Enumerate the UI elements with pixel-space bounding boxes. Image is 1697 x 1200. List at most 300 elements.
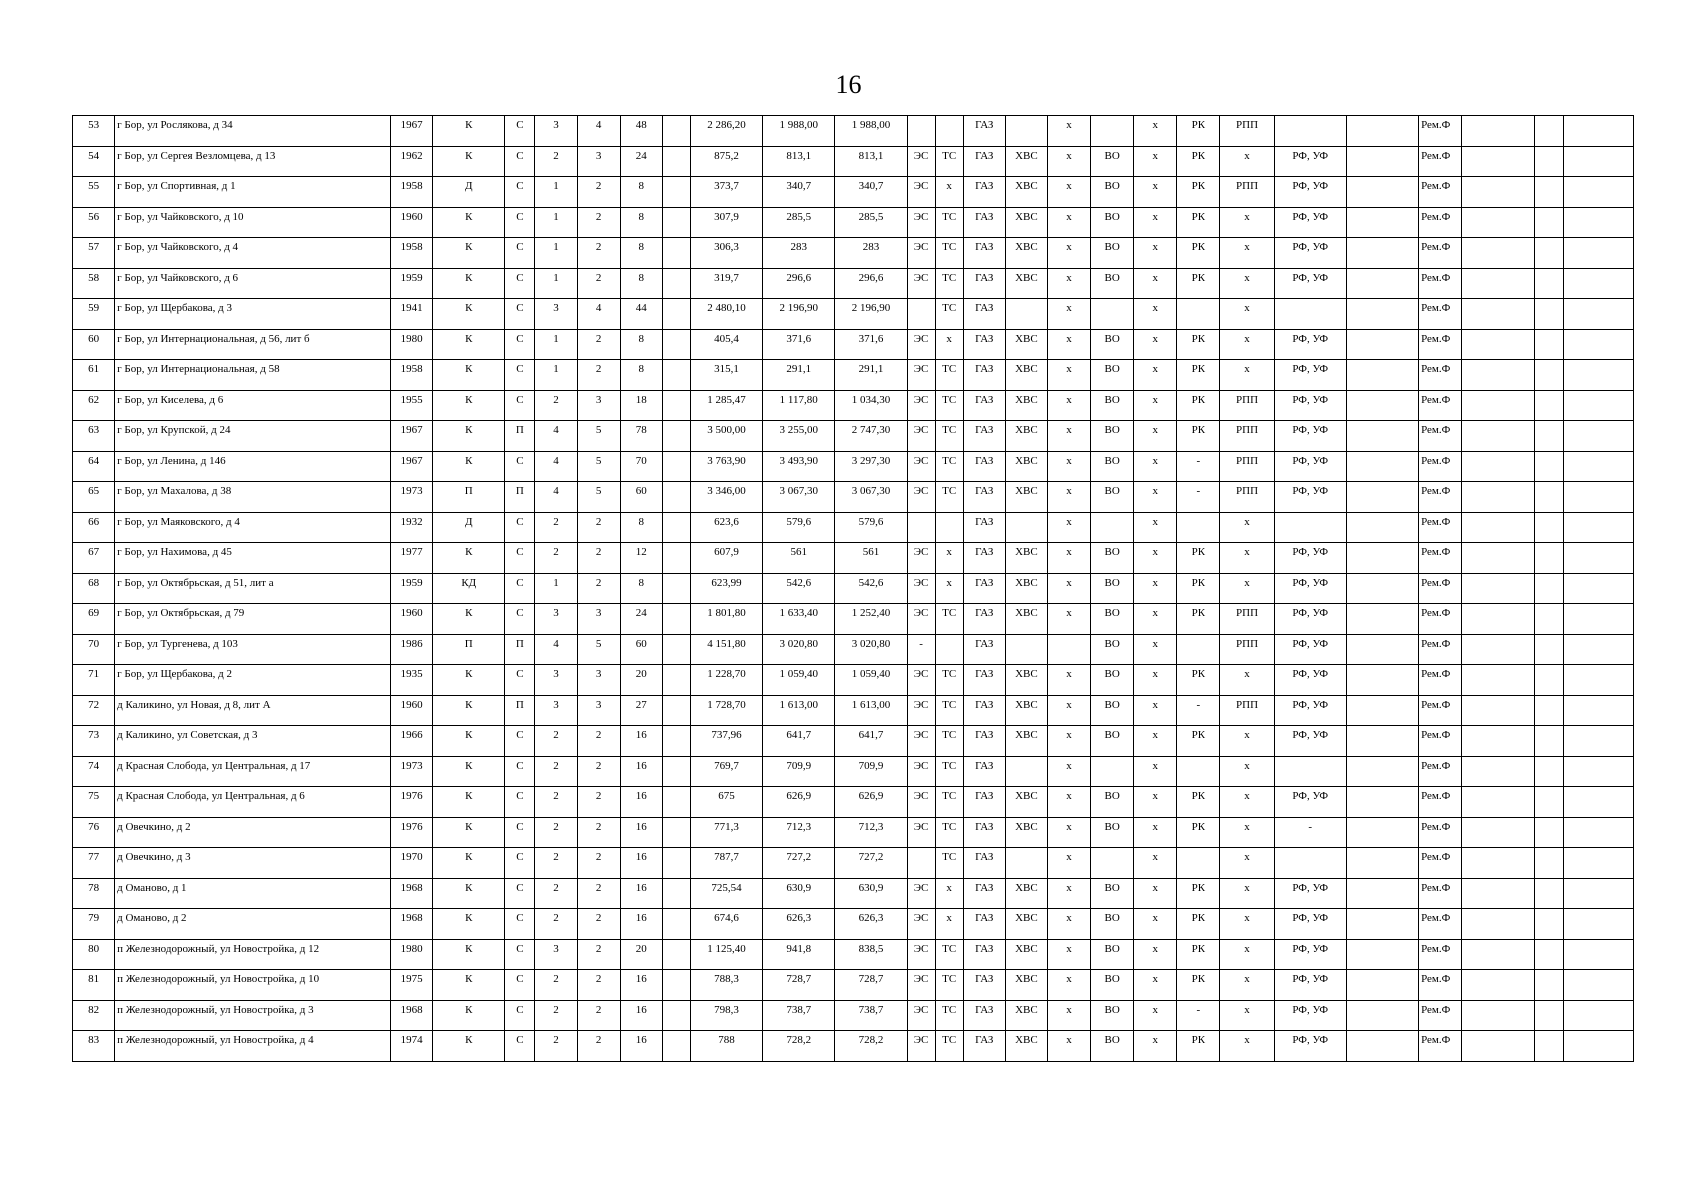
table-cell: х	[1220, 1031, 1274, 1062]
table-cell	[1535, 634, 1563, 665]
table-cell: ВО	[1091, 817, 1134, 848]
table-cell: ГАЗ	[963, 1031, 1005, 1062]
table-cell: К	[433, 146, 505, 177]
table-cell	[1346, 970, 1418, 1001]
address-cell: г Бор, ул Октябрьская, д 79	[115, 604, 391, 635]
table-cell	[1346, 1031, 1418, 1062]
table-cell: РФ, УФ	[1274, 970, 1346, 1001]
table-cell: К	[433, 756, 505, 787]
table-cell: 5	[577, 451, 620, 482]
table-cell: 787,7	[690, 848, 762, 879]
table-cell: 2	[535, 543, 577, 574]
table-cell	[1535, 329, 1563, 360]
table-cell	[1177, 512, 1220, 543]
table-cell	[1346, 665, 1418, 696]
table-cell: 1962	[391, 146, 433, 177]
table-cell	[1462, 299, 1535, 330]
table-cell: х	[1134, 787, 1177, 818]
table-cell: ГАЗ	[963, 299, 1005, 330]
table-cell: ВО	[1091, 970, 1134, 1001]
table-cell: С	[505, 1000, 535, 1031]
table-cell	[662, 573, 690, 604]
table-row	[73, 512, 1634, 543]
table-cell: 12	[620, 543, 662, 574]
table-cell: ТС	[935, 299, 963, 330]
table-cell: РПП	[1220, 390, 1274, 421]
table-cell: х	[1220, 573, 1274, 604]
table-row	[73, 177, 1634, 208]
table-cell: 16	[620, 909, 662, 940]
table-cell	[1462, 1031, 1535, 1062]
table-cell: РПП	[1220, 451, 1274, 482]
table-cell: 1 988,00	[763, 116, 835, 147]
table-cell: 788,3	[690, 970, 762, 1001]
table-cell: 2 747,30	[835, 421, 907, 452]
table-cell: 1986	[391, 634, 433, 665]
table-cell: х	[1134, 878, 1177, 909]
table-cell: 1 613,00	[763, 695, 835, 726]
table-cell: 2	[577, 817, 620, 848]
table-cell: ХВС	[1005, 207, 1047, 238]
table-cell: Д	[433, 177, 505, 208]
table-cell: ВО	[1091, 177, 1134, 208]
table-cell: К	[433, 726, 505, 757]
table-cell: 8	[620, 238, 662, 269]
table-cell	[1346, 573, 1418, 604]
table-cell: 2	[577, 970, 620, 1001]
table-cell: 712,3	[835, 817, 907, 848]
table-cell: х	[1134, 817, 1177, 848]
table-cell: К	[433, 909, 505, 940]
table-cell: ТС	[935, 665, 963, 696]
table-cell: РК	[1177, 939, 1220, 970]
table-cell: РК	[1177, 329, 1220, 360]
table-row	[73, 726, 1634, 757]
table-cell	[1346, 634, 1418, 665]
table-cell	[1462, 787, 1535, 818]
address-cell: г Бор, ул Чайковского, д 6	[115, 268, 391, 299]
table-cell: ЭС	[907, 1031, 935, 1062]
table-cell: Рем.Ф	[1419, 207, 1462, 238]
table-cell: ХВС	[1005, 817, 1047, 848]
table-cell: 2	[535, 787, 577, 818]
table-cell: 307,9	[690, 207, 762, 238]
table-cell: Рем.Ф	[1419, 939, 1462, 970]
table-cell	[1462, 756, 1535, 787]
table-cell: ЭС	[907, 787, 935, 818]
table-cell: 3 067,30	[763, 482, 835, 513]
table-cell: С	[505, 909, 535, 940]
table-cell: 709,9	[835, 756, 907, 787]
table-cell: ВО	[1091, 360, 1134, 391]
table-cell: 2	[535, 817, 577, 848]
table-cell: ТС	[935, 268, 963, 299]
table-cell: х	[1220, 238, 1274, 269]
table-cell: 4	[535, 482, 577, 513]
row-number-cell: 78	[73, 878, 115, 909]
table-cell: 630,9	[763, 878, 835, 909]
table-cell: ВО	[1091, 482, 1134, 513]
table-cell	[1563, 1000, 1634, 1031]
table-cell	[662, 177, 690, 208]
table-cell	[1005, 756, 1047, 787]
table-cell: С	[505, 329, 535, 360]
table-cell: х	[1134, 299, 1177, 330]
table-cell	[1535, 756, 1563, 787]
table-cell	[1535, 268, 1563, 299]
row-number-cell: 69	[73, 604, 115, 635]
table-cell: 1973	[391, 482, 433, 513]
table-cell: 623,6	[690, 512, 762, 543]
table-cell: Рем.Ф	[1419, 421, 1462, 452]
table-cell: РК	[1177, 543, 1220, 574]
table-cell: 371,6	[835, 329, 907, 360]
table-cell: 3	[577, 390, 620, 421]
table-cell: х	[1047, 299, 1090, 330]
table-cell: 2	[535, 512, 577, 543]
table-cell: 1 228,70	[690, 665, 762, 696]
table-body	[73, 116, 1634, 1062]
table-cell: ТС	[935, 848, 963, 879]
row-number-cell: 71	[73, 665, 115, 696]
table-cell: 3	[535, 299, 577, 330]
table-cell: 3	[577, 665, 620, 696]
table-cell	[1346, 543, 1418, 574]
table-cell	[1274, 512, 1346, 543]
table-cell: ХВС	[1005, 451, 1047, 482]
table-cell: 16	[620, 817, 662, 848]
table-cell: ЭС	[907, 909, 935, 940]
table-cell: Рем.Ф	[1419, 116, 1462, 147]
table-cell: 1 728,70	[690, 695, 762, 726]
table-cell: 8	[620, 207, 662, 238]
table-cell	[1462, 268, 1535, 299]
table-cell: 4	[577, 299, 620, 330]
table-cell: ТС	[935, 207, 963, 238]
table-cell	[662, 390, 690, 421]
table-cell: х	[1134, 268, 1177, 299]
table-cell: Рем.Ф	[1419, 543, 1462, 574]
table-cell: 2	[577, 939, 620, 970]
table-cell	[662, 421, 690, 452]
table-cell: ГАЗ	[963, 451, 1005, 482]
table-cell	[1091, 848, 1134, 879]
table-row	[73, 634, 1634, 665]
table-cell: х	[1220, 878, 1274, 909]
table-cell: 2	[577, 1031, 620, 1062]
table-cell: РК	[1177, 817, 1220, 848]
table-cell	[1462, 238, 1535, 269]
table-cell: х	[1047, 878, 1090, 909]
table-cell: К	[433, 665, 505, 696]
row-number-cell: 59	[73, 299, 115, 330]
table-cell: 1 059,40	[835, 665, 907, 696]
table-cell: 340,7	[763, 177, 835, 208]
address-cell: г Бор, ул Маяковского, д 4	[115, 512, 391, 543]
table-cell: РФ, УФ	[1274, 939, 1346, 970]
table-cell: ХВС	[1005, 543, 1047, 574]
table-cell: РФ, УФ	[1274, 268, 1346, 299]
table-cell	[1346, 726, 1418, 757]
table-cell: Рем.Ф	[1419, 848, 1462, 879]
table-cell: С	[505, 299, 535, 330]
page-number: 16	[835, 70, 862, 99]
table-cell	[1346, 238, 1418, 269]
table-cell	[1462, 482, 1535, 513]
table-row	[73, 970, 1634, 1001]
table-cell	[1563, 146, 1634, 177]
table-cell: ГАЗ	[963, 421, 1005, 452]
table-cell: РК	[1177, 360, 1220, 391]
table-cell: ТС	[935, 238, 963, 269]
table-cell: К	[433, 238, 505, 269]
table-cell: ГАЗ	[963, 207, 1005, 238]
table-cell: 838,5	[835, 939, 907, 970]
table-cell: х	[1220, 970, 1274, 1001]
table-cell: 725,54	[690, 878, 762, 909]
table-cell: ТС	[935, 146, 963, 177]
table-cell: 1 125,40	[690, 939, 762, 970]
table-cell: 291,1	[763, 360, 835, 391]
table-cell: 3 346,00	[690, 482, 762, 513]
table-cell: 16	[620, 726, 662, 757]
table-cell: 8	[620, 573, 662, 604]
table-cell: 1	[535, 268, 577, 299]
table-cell	[662, 1031, 690, 1062]
table-cell: ГАЗ	[963, 878, 1005, 909]
table-cell: 1967	[391, 116, 433, 147]
table-cell: ВО	[1091, 878, 1134, 909]
table-cell: х	[1134, 1031, 1177, 1062]
table-cell: ГАЗ	[963, 116, 1005, 147]
table-cell	[1535, 482, 1563, 513]
table-cell	[1346, 939, 1418, 970]
table-cell: 709,9	[763, 756, 835, 787]
table-cell: 4	[535, 421, 577, 452]
table-cell: х	[1047, 268, 1090, 299]
table-cell	[1462, 177, 1535, 208]
table-cell: х	[935, 177, 963, 208]
table-cell: 8	[620, 360, 662, 391]
address-cell: д Каликино, ул Советская, д 3	[115, 726, 391, 757]
table-cell: х	[1134, 573, 1177, 604]
table-cell: 78	[620, 421, 662, 452]
table-cell	[1535, 451, 1563, 482]
table-cell: ВО	[1091, 390, 1134, 421]
table-cell: Рем.Ф	[1419, 268, 1462, 299]
table-cell	[1535, 726, 1563, 757]
row-number-cell: 64	[73, 451, 115, 482]
table-cell: 3 020,80	[763, 634, 835, 665]
table-cell: РФ, УФ	[1274, 329, 1346, 360]
table-cell: х	[1047, 146, 1090, 177]
table-cell: 5	[577, 421, 620, 452]
table-cell: РК	[1177, 238, 1220, 269]
table-cell: Рем.Ф	[1419, 451, 1462, 482]
table-cell: Рем.Ф	[1419, 970, 1462, 1001]
table-cell: ЭС	[907, 970, 935, 1001]
address-cell: г Бор, ул Щербакова, д 2	[115, 665, 391, 696]
table-cell: 296,6	[835, 268, 907, 299]
table-cell: РФ, УФ	[1274, 573, 1346, 604]
table-cell: х	[1220, 299, 1274, 330]
table-cell	[907, 299, 935, 330]
table-cell: 1932	[391, 512, 433, 543]
table-cell	[662, 726, 690, 757]
table-cell: ТС	[935, 604, 963, 635]
table-cell	[1462, 665, 1535, 696]
row-number-cell: 77	[73, 848, 115, 879]
table-cell: х	[1047, 207, 1090, 238]
table-cell: 1968	[391, 909, 433, 940]
table-cell	[1535, 177, 1563, 208]
table-cell: 941,8	[763, 939, 835, 970]
table-cell: 3	[535, 665, 577, 696]
table-cell: 3	[577, 146, 620, 177]
table-cell: 579,6	[835, 512, 907, 543]
row-number-cell: 67	[73, 543, 115, 574]
table-cell: ЭС	[907, 238, 935, 269]
table-cell: Рем.Ф	[1419, 146, 1462, 177]
table-cell	[662, 909, 690, 940]
table-cell: 8	[620, 177, 662, 208]
table-cell: Рем.Ф	[1419, 604, 1462, 635]
table-cell: С	[505, 238, 535, 269]
table-cell: К	[433, 390, 505, 421]
table-cell: 1960	[391, 207, 433, 238]
table-cell: 285,5	[763, 207, 835, 238]
table-cell: ХВС	[1005, 360, 1047, 391]
table-cell: х	[1134, 390, 1177, 421]
table-cell: 1974	[391, 1031, 433, 1062]
table-cell	[1005, 634, 1047, 665]
table-cell: Рем.Ф	[1419, 512, 1462, 543]
table-cell	[1346, 604, 1418, 635]
table-cell: 738,7	[835, 1000, 907, 1031]
table-cell: 16	[620, 1031, 662, 1062]
table-cell: х	[1047, 329, 1090, 360]
table-cell: х	[1220, 787, 1274, 818]
table-cell: ВО	[1091, 573, 1134, 604]
table-cell: 641,7	[835, 726, 907, 757]
table-cell: С	[505, 817, 535, 848]
table-cell: х	[1220, 268, 1274, 299]
table-cell: 16	[620, 848, 662, 879]
row-number-cell: 76	[73, 817, 115, 848]
table-cell: 561	[763, 543, 835, 574]
table-cell	[1462, 421, 1535, 452]
table-cell: 1 285,47	[690, 390, 762, 421]
table-cell	[1535, 573, 1563, 604]
table-cell: 16	[620, 756, 662, 787]
table-cell: ТС	[935, 756, 963, 787]
table-cell: ЭС	[907, 482, 935, 513]
table-cell: Рем.Ф	[1419, 238, 1462, 269]
table-cell	[1535, 207, 1563, 238]
table-cell	[1535, 543, 1563, 574]
table-row	[73, 238, 1634, 269]
table-row	[73, 939, 1634, 970]
table-cell: ВО	[1091, 604, 1134, 635]
table-cell: ХВС	[1005, 329, 1047, 360]
table-cell: Рем.Ф	[1419, 573, 1462, 604]
table-cell	[1535, 238, 1563, 269]
table-cell: Рем.Ф	[1419, 695, 1462, 726]
table-cell: Рем.Ф	[1419, 482, 1462, 513]
table-cell: РФ, УФ	[1274, 1000, 1346, 1031]
table-cell: х	[1134, 848, 1177, 879]
table-cell	[1005, 848, 1047, 879]
table-cell: х	[1047, 482, 1090, 513]
table-cell: 769,7	[690, 756, 762, 787]
table-cell: С	[505, 756, 535, 787]
table-cell: К	[433, 116, 505, 147]
table-cell: ЭС	[907, 817, 935, 848]
table-cell: РФ, УФ	[1274, 421, 1346, 452]
table-cell: 1	[535, 207, 577, 238]
table-cell: 2	[577, 878, 620, 909]
table-cell	[907, 116, 935, 147]
table-row	[73, 756, 1634, 787]
table-cell: ХВС	[1005, 146, 1047, 177]
table-cell: РК	[1177, 116, 1220, 147]
table-cell: ЭС	[907, 573, 935, 604]
table-cell	[1346, 756, 1418, 787]
table-cell: 405,4	[690, 329, 762, 360]
table-cell: 561	[835, 543, 907, 574]
table-cell: х	[1220, 543, 1274, 574]
table-cell: РК	[1177, 146, 1220, 177]
table-cell: Рем.Ф	[1419, 665, 1462, 696]
table-cell: 542,6	[763, 573, 835, 604]
table-cell: ХВС	[1005, 177, 1047, 208]
table-cell	[1346, 909, 1418, 940]
table-cell	[1177, 634, 1220, 665]
table-cell: Рем.Ф	[1419, 390, 1462, 421]
table-cell: Рем.Ф	[1419, 817, 1462, 848]
table-cell: х	[1134, 116, 1177, 147]
address-cell: д Красная Слобода, ул Центральная, д 17	[115, 756, 391, 787]
address-cell: г Бор, ул Ленина, д 146	[115, 451, 391, 482]
table-cell: 3	[535, 604, 577, 635]
table-cell: х	[1134, 543, 1177, 574]
table-cell	[1346, 1000, 1418, 1031]
table-cell: 2	[577, 238, 620, 269]
table-cell: 371,6	[763, 329, 835, 360]
table-cell: 1	[535, 360, 577, 391]
table-cell: х	[1047, 787, 1090, 818]
table-cell: х	[1047, 970, 1090, 1001]
table-cell: х	[1220, 817, 1274, 848]
table-cell	[1346, 848, 1418, 879]
table-cell: х	[1047, 695, 1090, 726]
table-cell: К	[433, 268, 505, 299]
table-cell: ВО	[1091, 146, 1134, 177]
table-cell: 2	[577, 512, 620, 543]
table-cell: К	[433, 1031, 505, 1062]
table-cell: ВО	[1091, 238, 1134, 269]
table-cell: ВО	[1091, 421, 1134, 452]
row-number-cell: 80	[73, 939, 115, 970]
table-cell	[1091, 116, 1134, 147]
table-cell	[1563, 848, 1634, 879]
row-number-cell: 81	[73, 970, 115, 1001]
table-cell: 2	[577, 1000, 620, 1031]
table-cell: 727,2	[835, 848, 907, 879]
table-cell: ГАЗ	[963, 482, 1005, 513]
table-row	[73, 817, 1634, 848]
table-cell: 738,7	[763, 1000, 835, 1031]
